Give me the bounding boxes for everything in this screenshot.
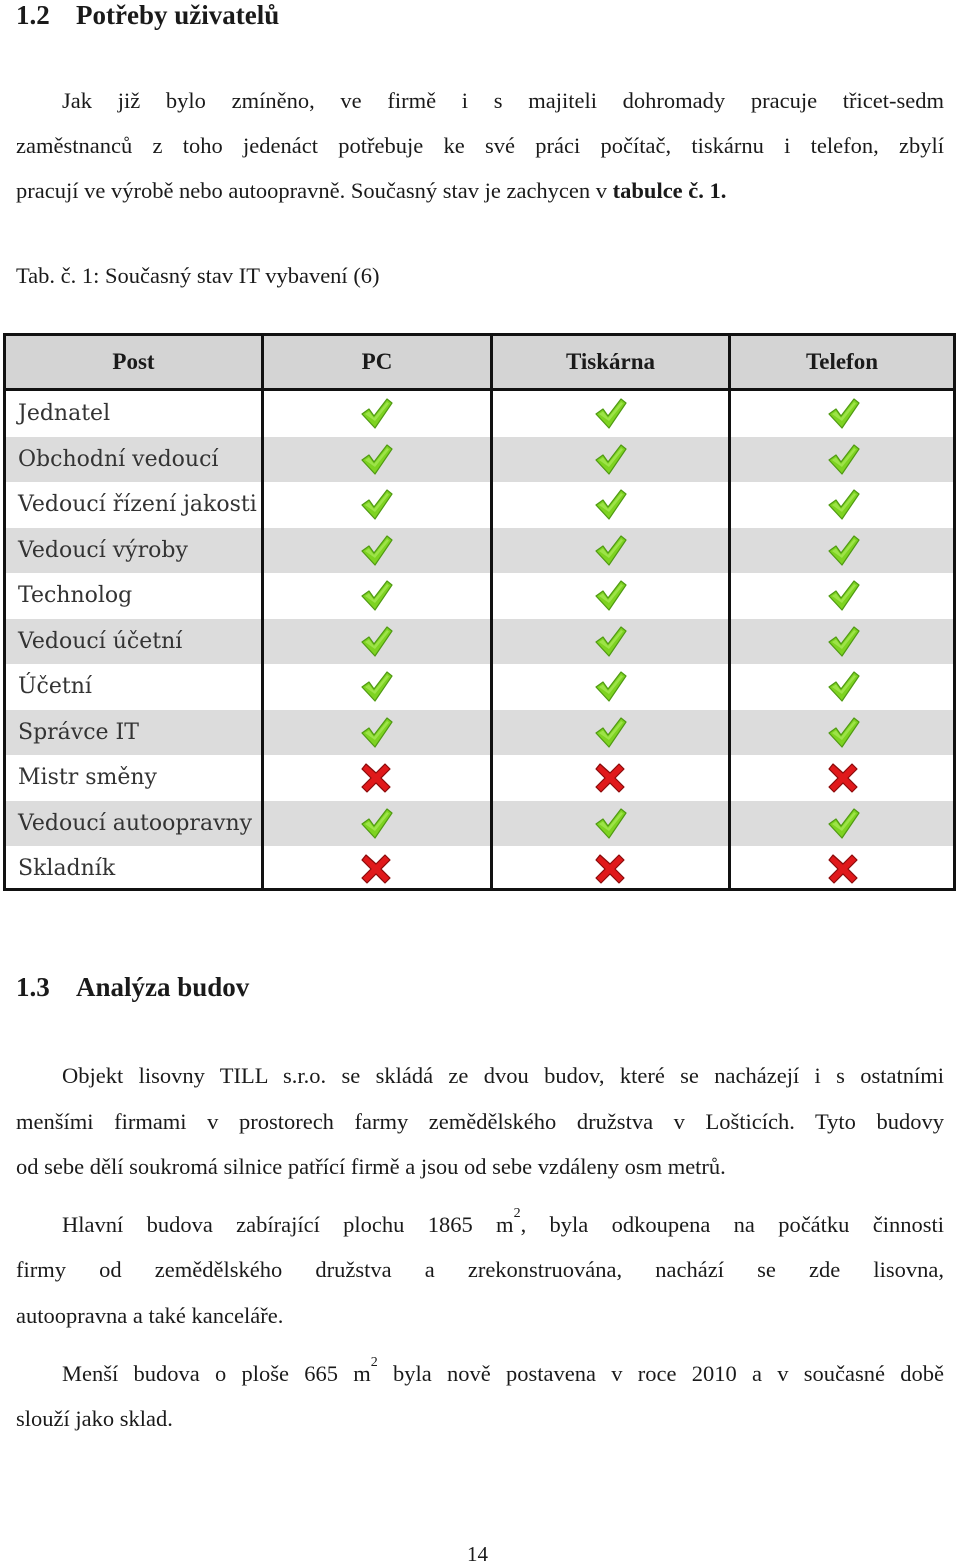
header-post: Post	[112, 349, 155, 374]
check-icon	[826, 397, 860, 431]
para2-line-3: autoopravna a také kanceláře.	[16, 1303, 284, 1328]
section-number: 1.3	[16, 972, 50, 1002]
check-icon	[593, 443, 627, 477]
table-row	[6, 619, 953, 665]
check-icon	[593, 534, 627, 568]
intro-line-2: zaměstnanců z toho jedenáct potřebuje ke své práci počítač, tiskárnu i telefon, zbylí	[16, 133, 944, 158]
para1-line-1: Objekt lisovny TILL s.r.o. se skládá ze dvou budov, které se nacházejí i s ostatními	[62, 1063, 944, 1088]
table-row	[6, 664, 953, 710]
column-divider	[490, 336, 493, 888]
table-caption: Tab. č. 1: Současný stav IT vybavení (6)	[16, 263, 380, 288]
check-icon	[826, 807, 860, 841]
check-icon	[359, 716, 393, 750]
check-icon	[826, 488, 860, 522]
check-icon	[359, 670, 393, 704]
table-row	[6, 482, 953, 528]
check-icon	[359, 397, 393, 431]
check-icon	[826, 670, 860, 704]
para2-text: Hlavní budova zabírající plochu 1865 m	[62, 1212, 514, 1237]
table-row	[6, 391, 953, 437]
section-title: Potřeby uživatelů	[76, 0, 280, 30]
table-row	[6, 846, 953, 892]
cross-icon	[359, 852, 393, 886]
row-label: Jednatel	[18, 401, 111, 426]
superscript: 2	[370, 1355, 378, 1370]
table-row	[6, 710, 953, 756]
intro-line-1: Jak již bylo zmíněno, ve firmě i s majiteli dohromady pracuje třicet-sedm	[62, 88, 944, 113]
cross-icon	[826, 761, 860, 795]
table-row	[6, 573, 953, 619]
check-icon	[593, 670, 627, 704]
header-phone: Telefon	[806, 349, 878, 374]
table-row	[6, 801, 953, 847]
check-icon	[593, 579, 627, 613]
table-header-row	[6, 336, 953, 391]
para3-text: byla nově postavena v roce 2010 a v současné době	[377, 1361, 945, 1386]
header-pc: PC	[361, 349, 393, 374]
row-label: Skladník	[18, 856, 116, 881]
intro-line-3	[16, 178, 944, 204]
section-heading-1-3	[16, 972, 249, 1003]
cross-icon	[826, 852, 860, 886]
para3-line-2: slouží jako sklad.	[16, 1406, 173, 1431]
row-label: Vedoucí výroby	[18, 537, 188, 563]
check-icon	[826, 534, 860, 568]
table-row	[6, 528, 953, 574]
check-icon	[826, 579, 860, 613]
check-icon	[826, 443, 860, 477]
section-heading-1-2	[16, 0, 279, 31]
check-icon	[593, 397, 627, 431]
section-number: 1.2	[16, 0, 50, 30]
check-icon	[359, 625, 393, 659]
column-divider	[728, 336, 731, 888]
check-icon	[593, 807, 627, 841]
row-label: Správce IT	[18, 719, 139, 745]
para1-line-3: od sebe dělí soukromá silnice patřící firmě a jsou od sebe vzdáleny osm metrů.	[16, 1154, 726, 1179]
para2-text: , byla odkoupena na počátku činnosti	[520, 1212, 944, 1237]
row-label: Účetní	[18, 674, 92, 699]
para3-text: Menší budova o ploše 665 m	[62, 1361, 371, 1386]
para1-line-2: menšími firmami v prostorech farmy zemědělského družstva v Lošticích. Tyto budovy	[16, 1109, 944, 1134]
check-icon	[359, 534, 393, 568]
para3-line-1	[62, 1355, 945, 1387]
column-divider	[261, 336, 264, 888]
row-label: Obchodní vedoucí	[18, 446, 219, 472]
cross-icon	[593, 761, 627, 795]
section-title: Analýza budov	[76, 972, 250, 1002]
row-label: Vedoucí účetní	[18, 628, 183, 654]
table-row	[6, 755, 953, 801]
table-reference: tabulce č. 1	[612, 178, 721, 203]
check-icon	[359, 488, 393, 522]
cross-icon	[359, 761, 393, 795]
table-row	[6, 437, 953, 483]
intro-period: .	[720, 178, 727, 203]
check-icon	[593, 625, 627, 659]
intro-text: pracují ve výrobě nebo autoopravně. Současný stav je zachycen v	[16, 178, 613, 203]
cross-icon	[593, 852, 627, 886]
check-icon	[359, 579, 393, 613]
page-number: 14	[467, 1542, 488, 1566]
header-printer: Tiskárna	[565, 349, 656, 374]
row-label: Mistr směny	[18, 765, 157, 790]
para2-line-2: firmy od zemědělského družstva a zrekonstruována, nachází se zde lisovna,	[16, 1257, 944, 1282]
para2-line-1	[62, 1206, 944, 1238]
check-icon	[359, 807, 393, 841]
it-equipment-table	[3, 333, 956, 891]
row-label: Vedoucí řízení jakosti	[18, 492, 257, 517]
check-icon	[593, 488, 627, 522]
check-icon	[359, 443, 393, 477]
row-label: Technolog	[18, 583, 133, 608]
check-icon	[593, 716, 627, 750]
check-icon	[826, 625, 860, 659]
check-icon	[826, 716, 860, 750]
row-label: Vedoucí autoopravny	[18, 810, 253, 836]
superscript: 2	[513, 1206, 521, 1221]
